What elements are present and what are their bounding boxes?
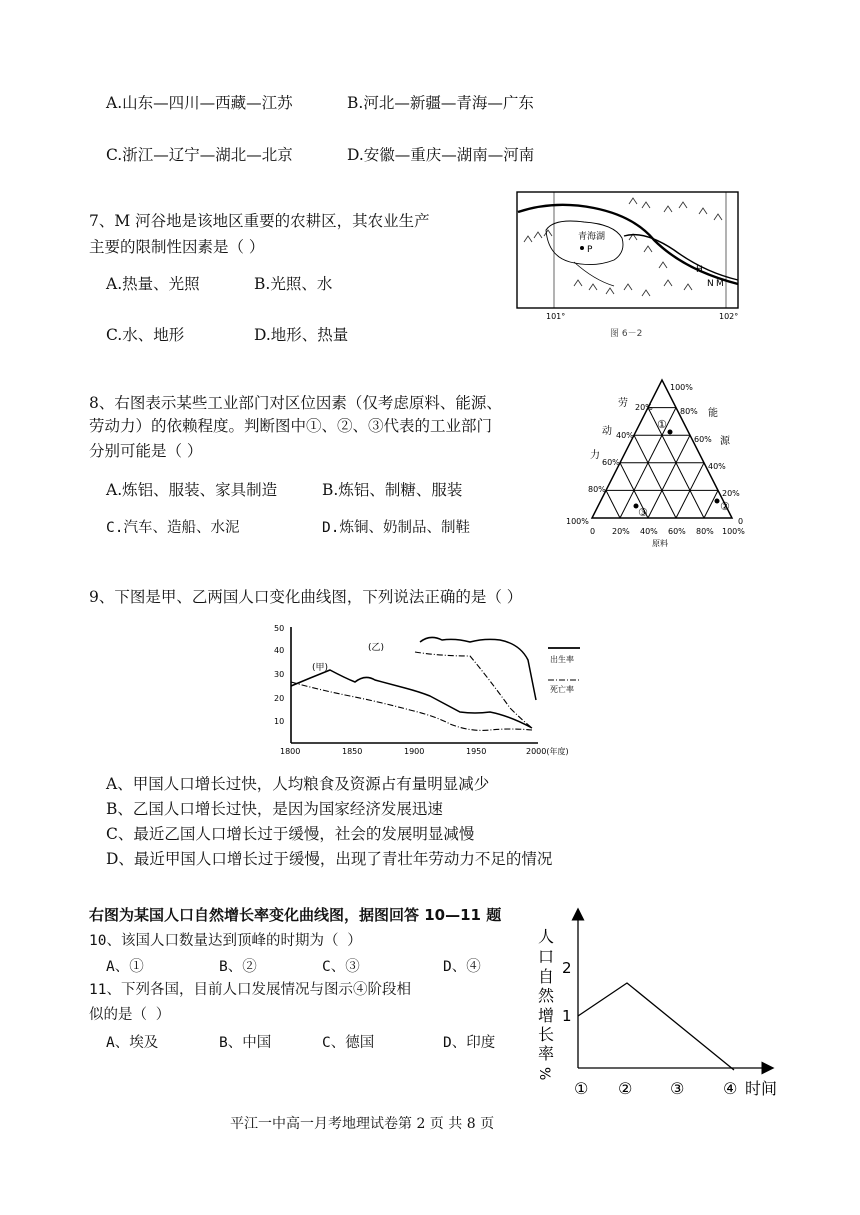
bottom-tick-40: 40% xyxy=(640,527,658,536)
q7-option-a: A.热量、光照 xyxy=(106,275,200,293)
svg-text:长: 长 xyxy=(538,1025,555,1044)
bottom-tick-100: 100% xyxy=(722,527,745,536)
right-tick-60: 60% xyxy=(694,435,712,444)
q7-stem-line2: 主要的限制性因素是（ ） xyxy=(89,238,265,256)
svg-text:增: 增 xyxy=(538,1006,555,1025)
left-tick-100: 100% xyxy=(566,517,589,526)
country-b-birth-rate-line xyxy=(420,637,536,700)
page-footer: 平江一中高一月考地理试卷第 2 页 共 8 页 xyxy=(230,1116,495,1132)
point-p-marker xyxy=(580,246,584,250)
point-n-label: N xyxy=(707,279,714,289)
q9-population-chart xyxy=(270,620,620,760)
ternary-point-1-label: ① xyxy=(657,418,667,431)
natural-growth-rate-graph xyxy=(530,900,800,1110)
point-m-label: M xyxy=(716,279,724,289)
y-tick-10: 10 xyxy=(274,717,285,726)
q7-option-d: D.地形、热量 xyxy=(254,326,349,344)
svg-text:自: 自 xyxy=(538,967,555,986)
x-tick-2: ② xyxy=(618,1079,633,1098)
map-caption: 图 6－2 xyxy=(610,329,643,339)
lon-102-label: 102° xyxy=(719,312,739,321)
q11-option-c: C、德国 xyxy=(322,1035,375,1051)
right-tick-0: 0 xyxy=(738,517,744,526)
y-tick-1: 1 xyxy=(562,1007,572,1025)
x-tick-1900: 1900 xyxy=(404,747,425,756)
q10-option-c: C、③ xyxy=(322,959,360,975)
growth-rate-line xyxy=(578,983,734,1070)
q11-option-d: D、印度 xyxy=(443,1035,496,1051)
left-tick-60: 60% xyxy=(602,458,620,467)
q6-option-c: C.浙江—辽宁—湖北—北京 xyxy=(106,146,293,164)
country-a-label: (甲) xyxy=(312,663,329,673)
left-axis-title-1: 劳 xyxy=(618,398,628,409)
left-tick-40: 40% xyxy=(616,431,634,440)
bottom-tick-0: 0 xyxy=(590,527,596,536)
q9-option-b: B、乙国人口增长过快，是因为国家经济发展迅速 xyxy=(106,800,443,818)
lon-101-label: 101° xyxy=(546,312,566,321)
q10-11-intro: 右图为某国人口自然增长率变化曲线图，据图回答 10—11 题 xyxy=(89,906,502,924)
y-tick-50: 50 xyxy=(274,624,285,633)
right-axis-title-1: 能 xyxy=(708,408,718,419)
q8-option-c: C.汽车、造船、水泥 xyxy=(106,520,240,536)
point-h-label: H xyxy=(696,265,703,275)
q7-option-b: B.光照、水 xyxy=(254,275,333,293)
svg-text:然: 然 xyxy=(538,986,555,1005)
q7-stem-line1: 7、M 河谷地是该地区重要的农耕区，其农业生产 xyxy=(89,212,430,230)
left-tick-80: 80% xyxy=(588,485,606,494)
bottom-tick-60: 60% xyxy=(668,527,686,536)
q8-option-a: A.炼铝、服装、家具制造 xyxy=(106,481,278,499)
bottom-axis-title: 原料 xyxy=(652,539,668,548)
q7-valley-map xyxy=(514,190,744,340)
q9-option-a: A、甲国人口增长过快，人均粮食及资源占有量明显减少 xyxy=(106,775,490,793)
y-tick-30: 30 xyxy=(274,670,285,679)
q9-option-c: C、最近乙国人口增长过于缓慢，社会的发展明显减慢 xyxy=(106,825,475,843)
x-tick-3: ③ xyxy=(670,1079,685,1098)
right-tick-20: 20% xyxy=(722,489,740,498)
ternary-point-3-label: ③ xyxy=(638,506,648,519)
legend-birth-label: 出生率 xyxy=(550,655,574,664)
q6-option-d: D.安徽—重庆—湖南—河南 xyxy=(347,146,535,164)
right-tick-100: 100% xyxy=(670,383,693,392)
left-axis-title-2: 动 xyxy=(602,426,612,437)
bottom-tick-20: 20% xyxy=(612,527,630,536)
q6-option-b: B.河北—新疆—青海—广东 xyxy=(347,94,534,112)
x-tick-1: ① xyxy=(574,1079,589,1098)
x-tick-2000: 2000(年度) xyxy=(526,747,569,756)
y-tick-20: 20 xyxy=(274,694,285,703)
q11-option-b: B、中国 xyxy=(219,1035,272,1051)
x-tick-1850: 1850 xyxy=(342,747,363,756)
ternary-point-2-marker xyxy=(715,499,720,504)
q11-option-a: A、埃及 xyxy=(106,1035,159,1051)
y-tick-40: 40 xyxy=(274,646,285,655)
q9-stem: 9、下图是甲、乙两国人口变化曲线图，下列说法正确的是（ ） xyxy=(89,588,523,606)
bottom-tick-80: 80% xyxy=(696,527,714,536)
country-a-birth-rate-line xyxy=(291,670,532,728)
svg-text:人: 人 xyxy=(538,927,555,946)
right-tick-80: 80% xyxy=(680,407,698,416)
svg-text:%: % xyxy=(536,1067,552,1081)
y-tick-2: 2 xyxy=(562,959,572,977)
q10-stem: 10、该国人口数量达到顶峰的时期为（ ） xyxy=(89,933,362,949)
q8-ternary-diagram xyxy=(560,370,780,550)
left-tick-20: 20% xyxy=(635,403,653,412)
legend-death-label: 死亡率 xyxy=(550,685,574,694)
x-tick-1950: 1950 xyxy=(466,747,487,756)
ternary-point-1-marker xyxy=(668,430,673,435)
q6-option-a: A.山东—四川—西藏—江苏 xyxy=(106,94,293,112)
q10-option-b: B、② xyxy=(219,959,257,975)
q9-option-d: D、最近甲国人口增长过于缓慢，出现了青壮年劳动力不足的情况 xyxy=(106,850,553,868)
svg-text:率: 率 xyxy=(538,1044,555,1063)
q8-stem-line3: 分别可能是（ ） xyxy=(89,442,203,460)
right-axis-title-2: 源 xyxy=(720,436,730,447)
q7-option-c: C.水、地形 xyxy=(106,326,185,344)
svg-text:口: 口 xyxy=(538,947,555,966)
y-axis-title xyxy=(536,927,555,1080)
right-tick-40: 40% xyxy=(708,462,726,471)
lake-label: 青海湖 xyxy=(578,232,606,242)
x-tick-4: ④ xyxy=(723,1079,738,1098)
q10-option-a: A、① xyxy=(106,959,144,975)
left-axis-title-3: 力 xyxy=(590,450,600,461)
x-tick-1800: 1800 xyxy=(280,747,301,756)
q8-option-d: D.炼铜、奶制品、制鞋 xyxy=(322,520,470,536)
x-axis-title: 时间 xyxy=(745,1079,778,1098)
country-b-label: (乙) xyxy=(368,643,385,653)
q8-option-b: B.炼铝、制糖、服装 xyxy=(322,481,463,499)
q8-stem-line2: 劳动力）的依赖程度。判断图中①、②、③代表的工业部门 xyxy=(89,417,493,435)
ternary-point-2-label: ② xyxy=(720,500,730,513)
ternary-grid xyxy=(592,380,732,518)
q8-stem-line1: 8、右图表示某些工业部门对区位因素（仅考虑原料、能源、 xyxy=(89,394,502,412)
q11-stem-line1: 11、下列各国，目前人口发展情况与图示④阶段相 xyxy=(89,982,411,998)
point-p-label: P xyxy=(587,245,593,255)
q11-stem-line2: 似的是（ ） xyxy=(89,1007,171,1023)
q10-option-d: D、④ xyxy=(443,959,481,975)
